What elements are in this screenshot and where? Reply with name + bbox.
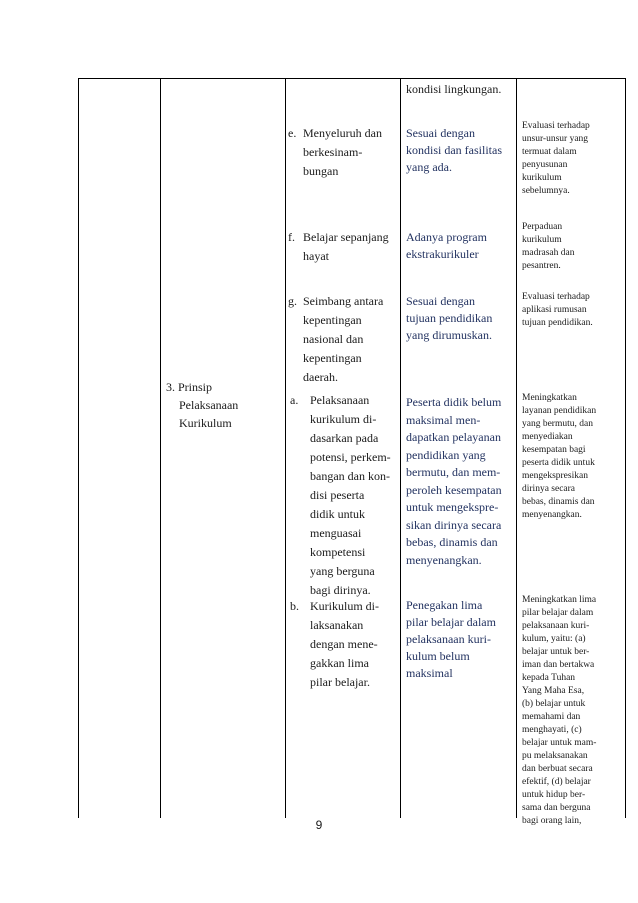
indicator-a: Peserta didik belum maksimal men- dapatkan pelayanan pendidikan yang bermutu, dan mem- peroleh kesempatan untuk mengekspre- sikan dirinya secara bebas, dinamis dan menyenangkan. xyxy=(406,395,502,567)
principle-label: 3. Prinsip Pelaksanaan Kurikulum xyxy=(166,380,239,430)
page-number: 9 xyxy=(315,818,323,832)
notes-f: Perpaduan kurikulum madrasah dan pesantren. xyxy=(522,222,575,271)
document-page: kondisi lingkungan. 3. Prinsip Pelaksanaan Kurikulum e. Menyeluruh dan berkesinam- bungan Sesuai dengan kondisi dan fasilitas yang ada. Evaluasi terhadap unsur-unsur yang termuat dalam penyusunan kurikulum sebelumnya. f. Belajar sepanjang hayat Adanya program ekstrakurikuler Perpaduan kurikulum madrasah dan pesantren. g. Seimbang antara kepentingan nasional dan kepentingan daerah. Sesuai dengan tujuan pendidikan yang dirumuskan. Evaluasi terhadap aplikasi rumusan tujuan pendidikan. a. Pelaksanaan kurikulum di- dasarkan pada potensi, perkem- bangan dan kon- disi peserta didik untuk menguasai kompetensi yang berguna bagi dirinya. Peserta didik belum maksimal men- dapatkan pelayanan pendidikan yang bermutu, dan mem- peroleh kesempatan untuk mengekspre- sikan dirinya secara bebas, dinamis dan menyenangkan. Meningkatkan layanan pendidikan yang bermutu, dan menyediakan kesempatan bagi peserta didik untuk mengekspresikan dirinya secara bebas, dinamis dan menyenangkan. b. Kurikulum di- laksanakan dengan mene- gakkan lima pilar belajar. Penegakan lima pilar belajar dalam pelaksanaan kuri- kulum belum maksimal Meningkatkan lima pilar belajar dalam pelaksanaan kuri- kulum, yaitu: (a) belajar untuk ber- iman dan bertakwa kepada Tuhan Yang Maha Esa, (b) belajar untuk memahami dan menghayati, (c) belajar untuk mam- pu melaksanakan dan berbuat secara efektif, (d) belajar untuk hidup ber- sama dan berguna bagi orang lain, 9 xyxy=(0,0,638,903)
notes-g: Evaluasi terhadap aplikasi rumusan tujuan pendidikan. xyxy=(522,292,593,328)
notes-e: Evaluasi terhadap unsur-unsur yang termuat dalam penyusunan kurikulum sebelumnya. xyxy=(522,121,590,196)
notes-a: Meningkatkan layanan pendidikan yang bermutu, dan menyediakan kesempatan bagi peserta didik untuk mengekspresikan dirinya secara bebas, dinamis dan menyenangkan. xyxy=(522,393,597,520)
table-border-col1 xyxy=(160,78,161,818)
table-border-col3 xyxy=(400,78,401,818)
table-border-right xyxy=(625,78,626,818)
indicator-b: Penegakan lima pilar belajar dalam pelaksanaan kuri- kulum belum maksimal xyxy=(406,598,496,680)
table-border-col4 xyxy=(516,78,517,818)
table-border-left xyxy=(78,78,79,818)
indicator-continuation: kondisi lingkungan. xyxy=(406,82,502,96)
indicator-g: Sesuai dengan tujuan pendidikan yang dirumuskan. xyxy=(406,294,493,342)
notes-b: Meningkatkan lima pilar belajar dalam pelaksanaan kuri- kulum, yaitu: (a) belajar untuk ber- iman dan bertakwa kepada Tuhan Yang Maha Esa, (b) belajar untuk memahami dan menghayati, (c) belajar untuk mam- pu melaksanakan dan berbuat secara efektif, (d) belajar untuk hidup ber- sama dan berguna bagi orang lain, xyxy=(522,595,597,826)
indicator-e: Sesuai dengan kondisi dan fasilitas yang ada. xyxy=(406,126,502,174)
indicator-f: Adanya program ekstrakurikuler xyxy=(406,230,487,261)
table-border-col2 xyxy=(285,78,286,818)
